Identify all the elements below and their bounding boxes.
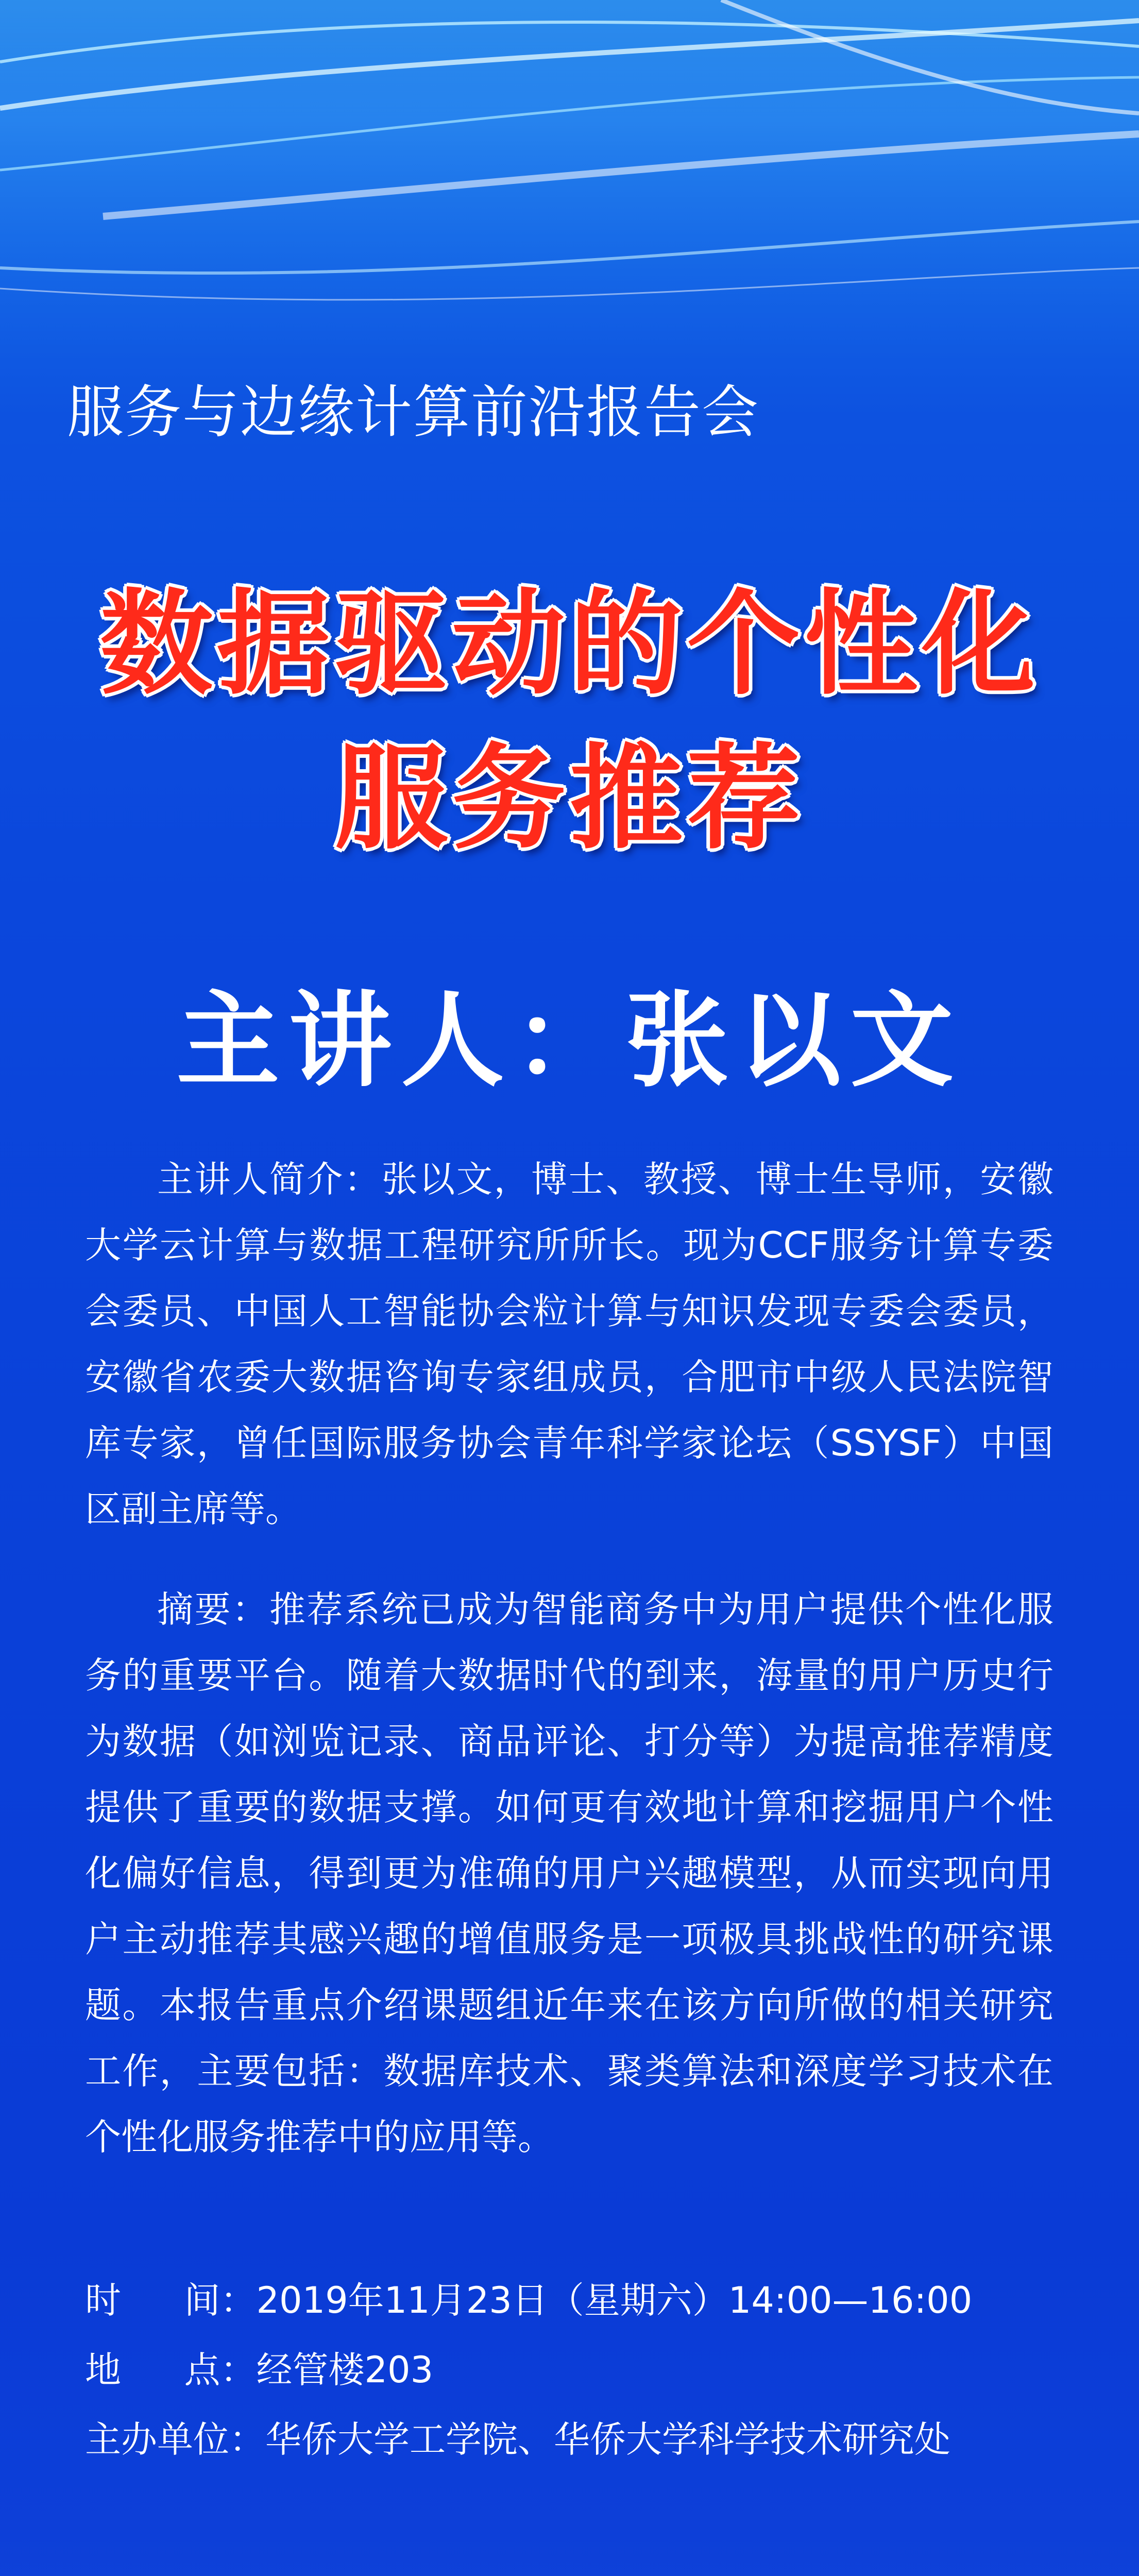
place-label-2: 点：	[184, 2349, 257, 2391]
talk-abstract: 摘要：推荐系统已成为智能商务中为用户提供个性化服务的重要平台。随着大数据时代的到来，海量的用户历史行为数据（如浏览记录、商品评论、打分等）为提高推荐精度提供了重要的数据支撑。如何更有效地计算和挖掘用户个性化偏好信息，得到更为准确的用户兴趣模型，从而实现向用户主动推荐其感兴趣的增值服务是一项极具挑战性的研究课题。本报告重点介绍课题组近年来在该方向所做的相关研究工作，主要包括：数据库技术、聚类算法和深度学习技术在个性化服务推荐中的应用等。	[85, 1588, 1053, 2158]
time-value: 2019年11月23日（星期六）14:00—16:00	[256, 2279, 973, 2321]
speaker-bio: 主讲人简介：张以文，博士、教授、博士生导师，安徽大学云计算与数据工程研究所所长。现为CCF服务计算专委会委员、中国人工智能协会粒计算与知识发现专委会委员，安徽省农委大数据咨询专家组成员，合肥市中级人民法院智库专家，曾任国际服务协会青年科学家论坛（SSYSF）中国区副主席等。	[85, 1158, 1053, 1530]
event-host	[85, 2416, 1074, 2463]
event-place	[85, 2347, 1074, 2393]
talk-title-line-1: 数据驱动的个性化	[99, 578, 1040, 710]
time-label-2: 间：	[184, 2279, 257, 2321]
event-time	[85, 2277, 1074, 2324]
time-label-1: 时	[85, 2279, 184, 2321]
host-label: 主办单位：	[85, 2418, 265, 2461]
speaker-heading: 主讲人：张以文	[176, 980, 963, 1101]
place-value: 经管楼203	[256, 2349, 434, 2391]
event-series-title: 服务与边缘计算前沿报告会	[67, 379, 759, 445]
place-label-1: 地	[85, 2349, 184, 2391]
host-value: 华侨大学工学院、华侨大学科学技术研究处	[265, 2418, 950, 2461]
talk-title-line-2: 服务推荐	[334, 733, 805, 865]
